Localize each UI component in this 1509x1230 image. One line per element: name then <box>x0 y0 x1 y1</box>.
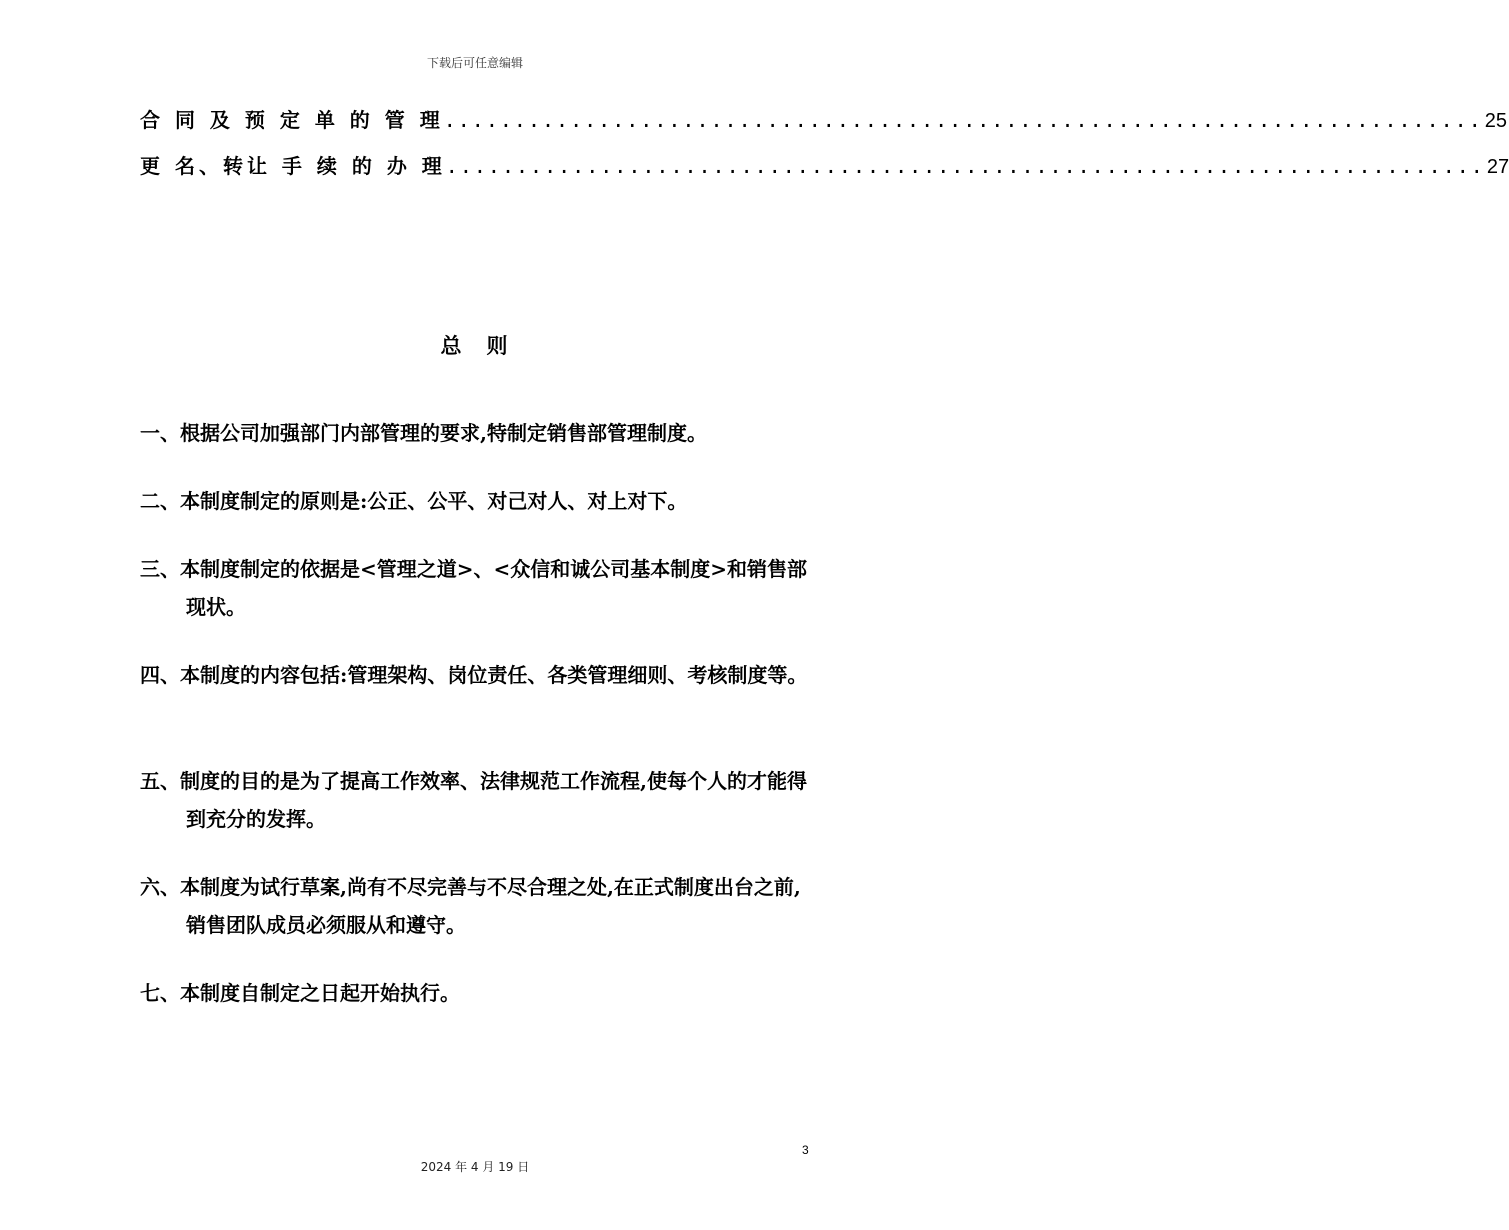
clause-item: 三、本制度制定的依据是<管理之道>、<众信和诚公司基本制度>和销售部现状。 <box>140 557 808 619</box>
clause-item: 七、本制度自制定之日起开始执行。 <box>140 981 460 1005</box>
page-number: 3 <box>802 1143 809 1157</box>
clause-item: 六、本制度为试行草案,尚有不尽完善与不尽合理之处,在正式制度出台之前,销售团队成员必须服从和遵守。 <box>140 875 801 937</box>
toc-entry[interactable] <box>140 150 1509 196</box>
toc-page-number: 25 <box>1484 110 1507 132</box>
table-of-contents <box>140 104 1509 196</box>
clause-item: 四、本制度的内容包括:管理架构、岗位责任、各类管理细则、考核制度等。 <box>140 663 808 687</box>
page-header: 下载后可任意编辑 <box>426 56 523 70</box>
clause-item: 五、制度的目的是为了提高工作效率、法律规范工作流程,使每个人的才能得到充分的发挥。 <box>140 769 807 831</box>
clause-item: 一、根据公司加强部门内部管理的要求,特制定销售部管理制度。 <box>140 421 707 445</box>
toc-leader-dots: .......................................................................... <box>445 154 1485 178</box>
toc-entry[interactable] <box>140 104 1507 150</box>
toc-entry-title: 更 名、转让 手 续 的 办 理 <box>140 154 446 178</box>
toc-entry-title: 合 同 及 预 定 单 的 管 理 <box>140 108 444 132</box>
toc-leader-dots: .......................................................................... <box>443 108 1483 132</box>
footer-date: 2024 年 4 月 19 日 <box>420 1160 530 1174</box>
toc-page-number: 27 <box>1486 156 1509 178</box>
section-title: 总 则 <box>440 333 510 358</box>
clause-item: 二、本制度制定的原则是:公正、公平、对己对人、对上对下。 <box>140 489 688 513</box>
